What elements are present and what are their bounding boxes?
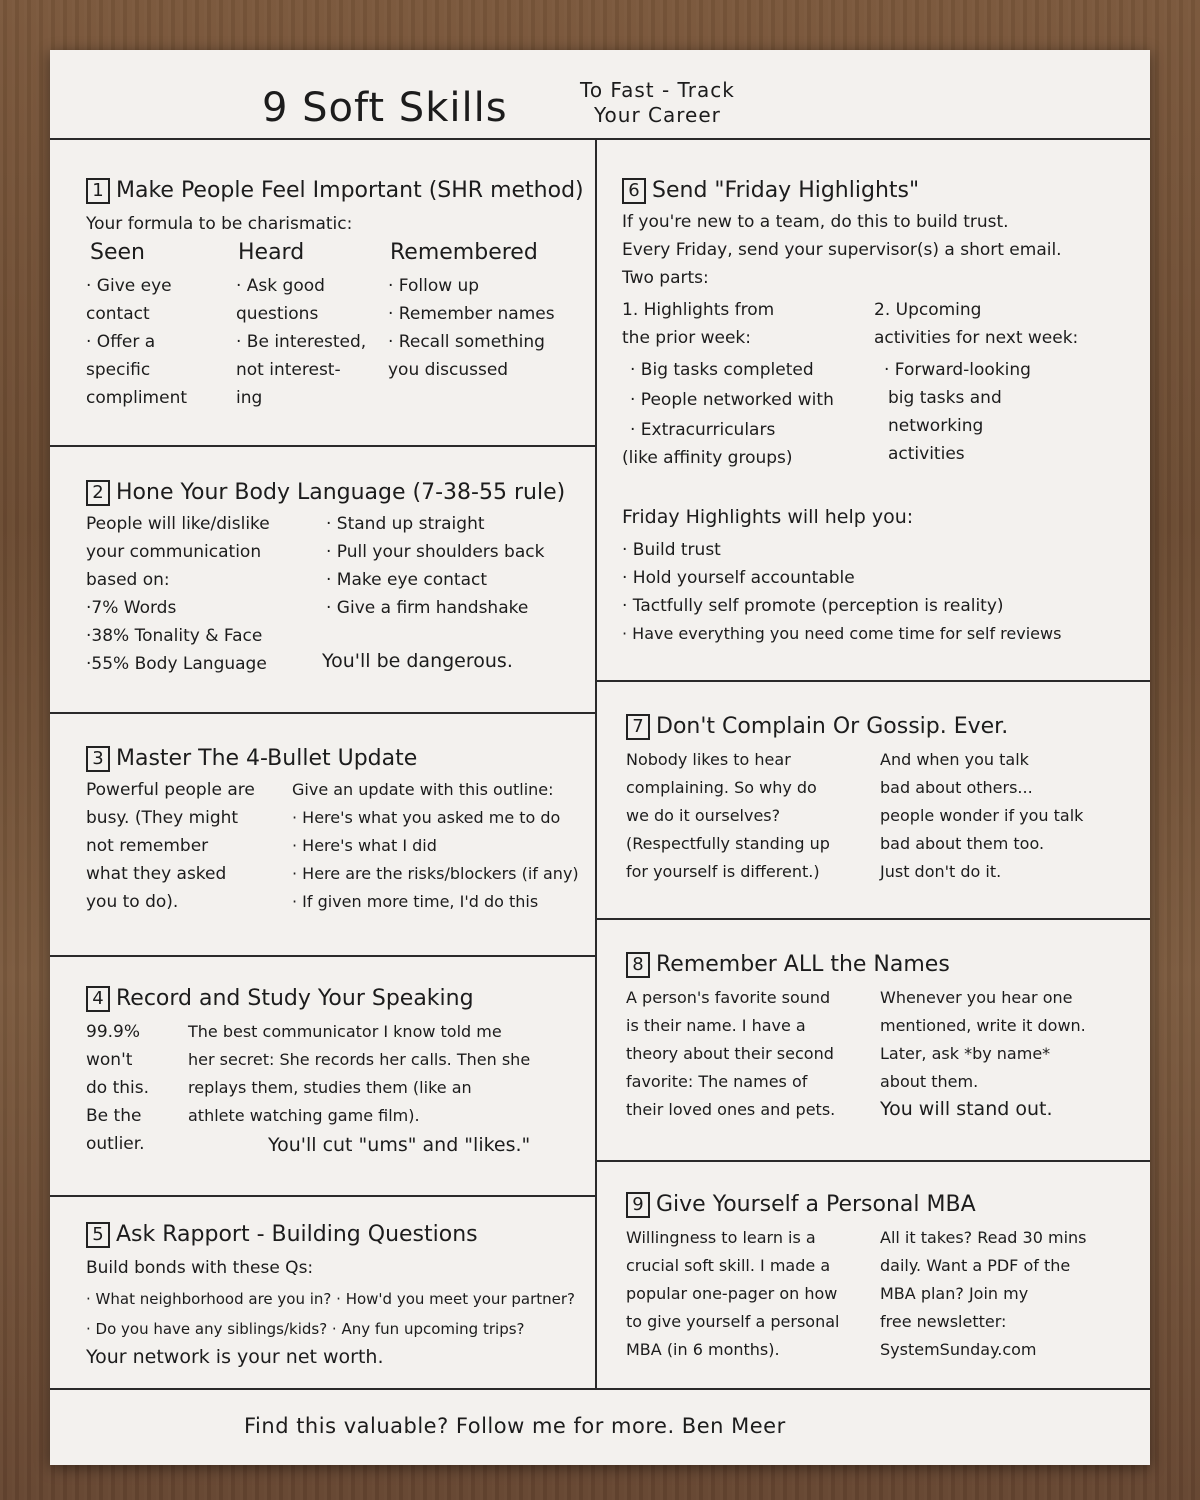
section-number: 7 bbox=[626, 714, 650, 740]
list-item: daily. Want a PDF of the bbox=[880, 1256, 1071, 1275]
list-item: · Follow up bbox=[388, 276, 480, 296]
list-item: we do it ourselves? bbox=[626, 806, 781, 825]
list-item: · Recall something bbox=[388, 332, 545, 352]
column-heading-seen: Seen bbox=[90, 240, 145, 265]
section-heading bbox=[622, 178, 919, 204]
section-number: 4 bbox=[86, 986, 110, 1012]
divider bbox=[50, 445, 596, 447]
list-item: not remember bbox=[86, 836, 209, 856]
list-item: busy. (They might bbox=[86, 808, 239, 828]
page-title: 9 Soft Skills bbox=[262, 85, 508, 131]
list-item: about them. bbox=[880, 1072, 979, 1091]
divider bbox=[50, 712, 596, 714]
list-item: crucial soft skill. I made a bbox=[626, 1256, 831, 1275]
list-item: · Here's what you asked me to do bbox=[292, 808, 561, 827]
list-item: (like affinity groups) bbox=[622, 448, 793, 468]
section-heading bbox=[626, 952, 950, 978]
section-number: 9 bbox=[626, 1192, 650, 1218]
list-item: networking bbox=[888, 416, 984, 436]
section-title: Don't Complain Or Gossip. Ever. bbox=[656, 714, 1009, 739]
column-heading-heard: Heard bbox=[238, 240, 305, 265]
list-item: · Be interested, bbox=[236, 332, 367, 352]
list-item: 99.9% bbox=[86, 1022, 141, 1042]
list-item: · Tactfully self promote (perception is reality) bbox=[622, 596, 1004, 616]
section-number: 1 bbox=[86, 178, 110, 204]
list-item: Give an update with this outline: bbox=[292, 780, 554, 799]
list-item: mentioned, write it down. bbox=[880, 1016, 1086, 1035]
list-item: · Have everything you need come time for self reviews bbox=[622, 624, 1062, 643]
list-item: ·38% Tonality & Face bbox=[86, 626, 263, 646]
list-item: Powerful people are bbox=[86, 780, 255, 800]
list-item: is their name. I have a bbox=[626, 1016, 806, 1035]
list-item: for yourself is different.) bbox=[626, 862, 820, 881]
section-heading bbox=[626, 1192, 976, 1218]
section-title: Master The 4-Bullet Update bbox=[116, 746, 418, 771]
list-item: · Here are the risks/blockers (if any) bbox=[292, 864, 579, 883]
section-heading bbox=[86, 746, 417, 772]
section-title: Record and Study Your Speaking bbox=[116, 986, 474, 1011]
list-item: theory about their second bbox=[626, 1044, 834, 1063]
list-item: compliment bbox=[86, 388, 188, 408]
newsletter-link[interactable]: SystemSunday.com bbox=[880, 1340, 1037, 1359]
subtitle-line-1: To Fast - Track bbox=[580, 78, 735, 102]
list-item: · Give a firm handshake bbox=[326, 598, 529, 618]
list-item: · Forward-looking bbox=[884, 360, 1031, 380]
title-divider bbox=[50, 138, 1150, 140]
section-title: Hone Your Body Language (7-38-55 rule) bbox=[116, 480, 566, 505]
list-item: All it takes? Read 30 mins bbox=[880, 1228, 1087, 1247]
list-item: People will like/dislike bbox=[86, 514, 270, 534]
list-item: · Ask good bbox=[236, 276, 325, 296]
list-item: won't bbox=[86, 1050, 133, 1070]
list-item: specific bbox=[86, 360, 151, 380]
section-title: Ask Rapport - Building Questions bbox=[116, 1222, 478, 1247]
list-item: ·55% Body Language bbox=[86, 654, 267, 674]
list-item: bad about others... bbox=[880, 778, 1033, 797]
section-intro: Every Friday, send your supervisor(s) a short email. bbox=[622, 240, 1062, 260]
list-item: ing bbox=[236, 388, 263, 408]
section-heading bbox=[86, 178, 584, 204]
section-intro: Build bonds with these Qs: bbox=[86, 1258, 314, 1278]
list-item: MBA plan? Join my bbox=[880, 1284, 1029, 1303]
section-heading bbox=[626, 714, 1008, 740]
list-item: Nobody likes to hear bbox=[626, 750, 791, 769]
section-number: 3 bbox=[86, 746, 110, 772]
section-title: Make People Feel Important (SHR method) bbox=[116, 178, 584, 203]
list-item: based on: bbox=[86, 570, 170, 590]
list-item: big tasks and bbox=[888, 388, 1002, 408]
list-item: · Big tasks completed bbox=[630, 360, 814, 380]
list-item: · Make eye contact bbox=[326, 570, 487, 590]
section-intro: If you're new to a team, do this to build trust. bbox=[622, 212, 1009, 232]
list-item: bad about them too. bbox=[880, 834, 1045, 853]
section-heading bbox=[86, 1222, 478, 1248]
list-item: athlete watching game film). bbox=[188, 1106, 420, 1125]
list-item: activities bbox=[888, 444, 965, 464]
list-item: your communication bbox=[86, 542, 262, 562]
section-intro: Your formula to be charismatic: bbox=[86, 214, 353, 234]
divider bbox=[596, 1160, 1150, 1162]
list-item: · What neighborhood are you in? · How'd you meet your partner? bbox=[86, 1290, 576, 1308]
section-title: Give Yourself a Personal MBA bbox=[656, 1192, 976, 1217]
skills-sheet bbox=[50, 50, 1150, 1465]
list-item: Whenever you hear one bbox=[880, 988, 1073, 1007]
subtitle-line-2: Your Career bbox=[593, 103, 721, 127]
list-item: You will stand out. bbox=[880, 1098, 1053, 1120]
list-item: · Do you have any siblings/kids? · Any fun upcoming trips? bbox=[86, 1320, 525, 1338]
list-item: (Respectfully standing up bbox=[626, 834, 830, 853]
section-closing: You'll be dangerous. bbox=[322, 650, 513, 672]
list-item: Willingness to learn is a bbox=[626, 1228, 816, 1247]
list-item: free newsletter: bbox=[880, 1312, 1007, 1331]
section-closing: You'll cut "ums" and "likes." bbox=[268, 1134, 531, 1156]
section-heading bbox=[86, 480, 565, 506]
list-item: 1. Highlights from bbox=[622, 300, 775, 320]
list-item: · Here's what I did bbox=[292, 836, 437, 855]
divider bbox=[596, 918, 1150, 920]
list-item: · Extracurriculars bbox=[630, 420, 776, 440]
footer-text: Find this valuable? Follow me for more. Ben Meer bbox=[244, 1414, 786, 1438]
list-item: · If given more time, I'd do this bbox=[292, 892, 539, 911]
list-item: · Offer a bbox=[86, 332, 156, 352]
list-item: ·7% Words bbox=[86, 598, 177, 618]
list-item: · Give eye bbox=[86, 276, 172, 296]
list-item: their loved ones and pets. bbox=[626, 1100, 836, 1119]
section-heading bbox=[86, 986, 474, 1012]
list-item: · Hold yourself accountable bbox=[622, 568, 855, 588]
list-item: · Stand up straight bbox=[326, 514, 485, 534]
section-title: Remember ALL the Names bbox=[656, 952, 950, 977]
list-item: outlier. bbox=[86, 1134, 145, 1154]
list-item: you to do). bbox=[86, 892, 179, 912]
list-item: not interest- bbox=[236, 360, 341, 380]
list-item: A person's favorite sound bbox=[626, 988, 831, 1007]
list-item: popular one-pager on how bbox=[626, 1284, 838, 1303]
list-item: Be the bbox=[86, 1106, 142, 1126]
list-item: · Pull your shoulders back bbox=[326, 542, 545, 562]
list-item: activities for next week: bbox=[874, 328, 1079, 348]
list-item: favorite: The names of bbox=[626, 1072, 808, 1091]
list-item: 2. Upcoming bbox=[874, 300, 982, 320]
footer-divider bbox=[50, 1388, 1150, 1390]
list-item: you discussed bbox=[388, 360, 509, 380]
list-item: the prior week: bbox=[622, 328, 751, 348]
section-number: 8 bbox=[626, 952, 650, 978]
list-item: replays them, studies them (like an bbox=[188, 1078, 472, 1097]
list-item: to give yourself a personal bbox=[626, 1312, 840, 1331]
page-subtitle bbox=[580, 78, 735, 128]
list-item: And when you talk bbox=[880, 750, 1029, 769]
list-item: what they asked bbox=[86, 864, 227, 884]
divider bbox=[596, 680, 1150, 682]
list-item: her secret: She records her calls. Then she bbox=[188, 1050, 531, 1069]
section-number: 5 bbox=[86, 1222, 110, 1248]
section-title: Send "Friday Highlights" bbox=[652, 178, 920, 203]
divider bbox=[50, 955, 596, 957]
list-item: complaining. So why do bbox=[626, 778, 817, 797]
section-intro: Two parts: bbox=[622, 268, 709, 288]
list-item: · People networked with bbox=[630, 390, 834, 410]
list-item: · Remember names bbox=[388, 304, 555, 324]
section-number: 6 bbox=[622, 178, 646, 204]
list-item: people wonder if you talk bbox=[880, 806, 1084, 825]
column-divider bbox=[595, 140, 597, 1388]
list-item: · Build trust bbox=[622, 540, 721, 560]
divider bbox=[50, 1195, 596, 1197]
list-item: contact bbox=[86, 304, 150, 324]
list-item: Later, ask *by name* bbox=[880, 1044, 1051, 1063]
list-item: The best communicator I know told me bbox=[188, 1022, 502, 1041]
section-subheading: Friday Highlights will help you: bbox=[622, 506, 914, 528]
list-item: MBA (in 6 months). bbox=[626, 1340, 780, 1359]
column-heading-remembered: Remembered bbox=[390, 240, 538, 265]
list-item: Just don't do it. bbox=[880, 862, 1002, 881]
section-closing: Your network is your net worth. bbox=[86, 1346, 384, 1368]
list-item: do this. bbox=[86, 1078, 150, 1098]
section-number: 2 bbox=[86, 480, 110, 506]
list-item: questions bbox=[236, 304, 319, 324]
